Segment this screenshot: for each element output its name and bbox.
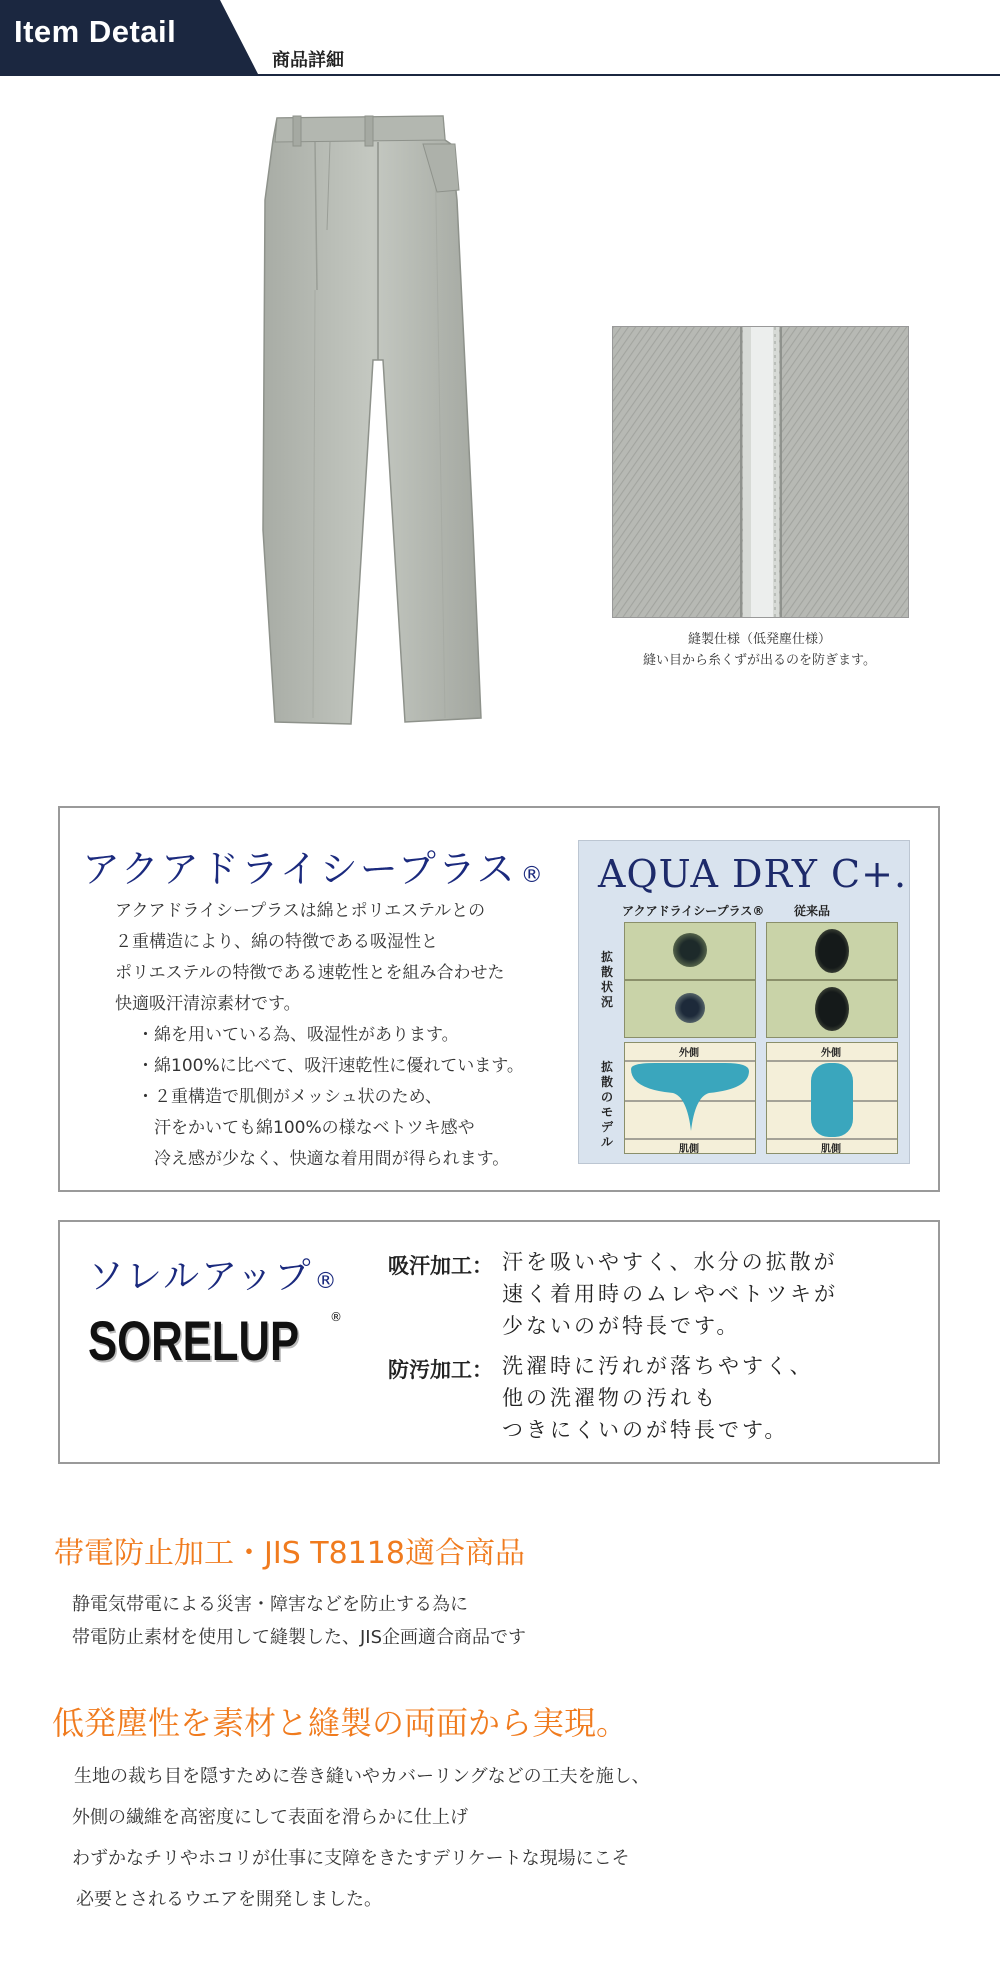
outer-side-label: 外側: [821, 1048, 841, 1059]
registered-mark: ®: [314, 1269, 339, 1294]
aquadry-bullet: ・綿100%に比べて、吸汗速乾性に優れています。: [137, 1056, 524, 1076]
antistatic-line: 静電気帯電による災害・障害などを防止する為に: [72, 1594, 468, 1615]
fabric-seam-image: [612, 326, 909, 618]
diagram-column-aquadry: アクアドライシープラス®: [622, 904, 765, 918]
sorelup-logo: SORELUP: [88, 1309, 300, 1372]
skin-side-label: 肌側: [679, 1144, 699, 1155]
diagram-row-label-model: 拡散のモデル: [600, 1060, 613, 1149]
lowdust-line: 外側の繊維を高密度にして表面を滑らかに仕上げ: [72, 1807, 468, 1828]
spread-panel: [766, 922, 898, 980]
outer-side-label: 外側: [679, 1048, 699, 1059]
spread-panel: [624, 922, 756, 980]
lowdust-line: 生地の裁ち目を隠すために巻き縫いやカバーリングなどの工夫を施し、: [74, 1766, 650, 1787]
aquadry-line: 快適吸汗清涼素材です。: [115, 994, 301, 1014]
lowdust-line: 必要とされるウエアを開発しました。: [76, 1889, 382, 1910]
aquadry-title: [82, 838, 545, 893]
lowdust-line: わずかなチリやホコリが仕事に支障をきたすデリケートな現場にこそ: [72, 1848, 630, 1869]
antistatic-line: 帯電防止素材を使用して縫製した、JIS企画適合商品です: [72, 1627, 527, 1648]
feature-text: 洗濯時に汚れが落ちやすく、: [502, 1354, 814, 1378]
aquadry-bullet: ・２重構造で肌側がメッシュ状のため、: [137, 1087, 442, 1107]
registered-mark: ®: [520, 863, 545, 888]
page-subtitle: 商品詳細: [272, 50, 344, 71]
aquadry-line: ２重構造により、綿の特徴である吸湿性と: [115, 932, 438, 952]
aquadry-line: アクアドライシープラスは綿とポリエステルとの: [115, 901, 486, 921]
aquadry-title-text: アクアドライシープラス: [82, 847, 517, 891]
diagram-row-label-spread: 拡散状況: [600, 950, 613, 1009]
feature-text: 汗を吸いやすく、水分の拡散が: [502, 1250, 838, 1274]
diagram-column-conventional: 従来品: [794, 904, 831, 918]
spread-panel: [766, 980, 898, 1038]
fabric-caption-title: 縫製仕様（低発塵仕様）: [687, 632, 831, 647]
sorelup-logo-registered: ®: [330, 1310, 342, 1324]
feature-text: 少ないのが特長です。: [502, 1314, 741, 1338]
spread-panel: [624, 980, 756, 1038]
feature-label-sweat: 吸汗加工：: [388, 1254, 493, 1278]
antistatic-heading: 帯電防止加工・JIS T8118適合商品: [54, 1536, 525, 1571]
feature-text: 他の洗濯物の汚れも: [502, 1386, 718, 1410]
aquadry-bullet: 冷え感が少なく、快適な着用間が得られます。: [137, 1149, 510, 1169]
pants-image: [255, 110, 495, 730]
sorelup-title: [88, 1248, 339, 1299]
header-divider: [0, 74, 1000, 76]
feature-text: 速く着用時のムレやベトツキが: [502, 1282, 838, 1306]
aquadry-logo: AQUA DRY C+.: [598, 852, 908, 896]
skin-side-label: 肌側: [821, 1144, 841, 1155]
page-title: Item Detail: [14, 14, 177, 49]
feature-text: つきにくいのが特長です。: [502, 1418, 789, 1442]
feature-label-stain: 防汚加工：: [388, 1358, 493, 1382]
aquadry-bullet: ・綿を用いている為、吸湿性があります。: [137, 1025, 459, 1045]
fabric-caption-text: 縫い目から糸くずが出るのを防ぎます。: [643, 653, 876, 668]
lowdust-heading: 低発塵性を素材と縫製の両面から実現。: [52, 1704, 629, 1742]
aquadry-bullet: 汗をかいても綿100%の様なベトツキ感や: [137, 1118, 475, 1138]
aquadry-line: ポリエステルの特徴である速乾性とを組み合わせた: [115, 963, 505, 983]
sorelup-title-text: ソレルアップ: [88, 1256, 313, 1297]
